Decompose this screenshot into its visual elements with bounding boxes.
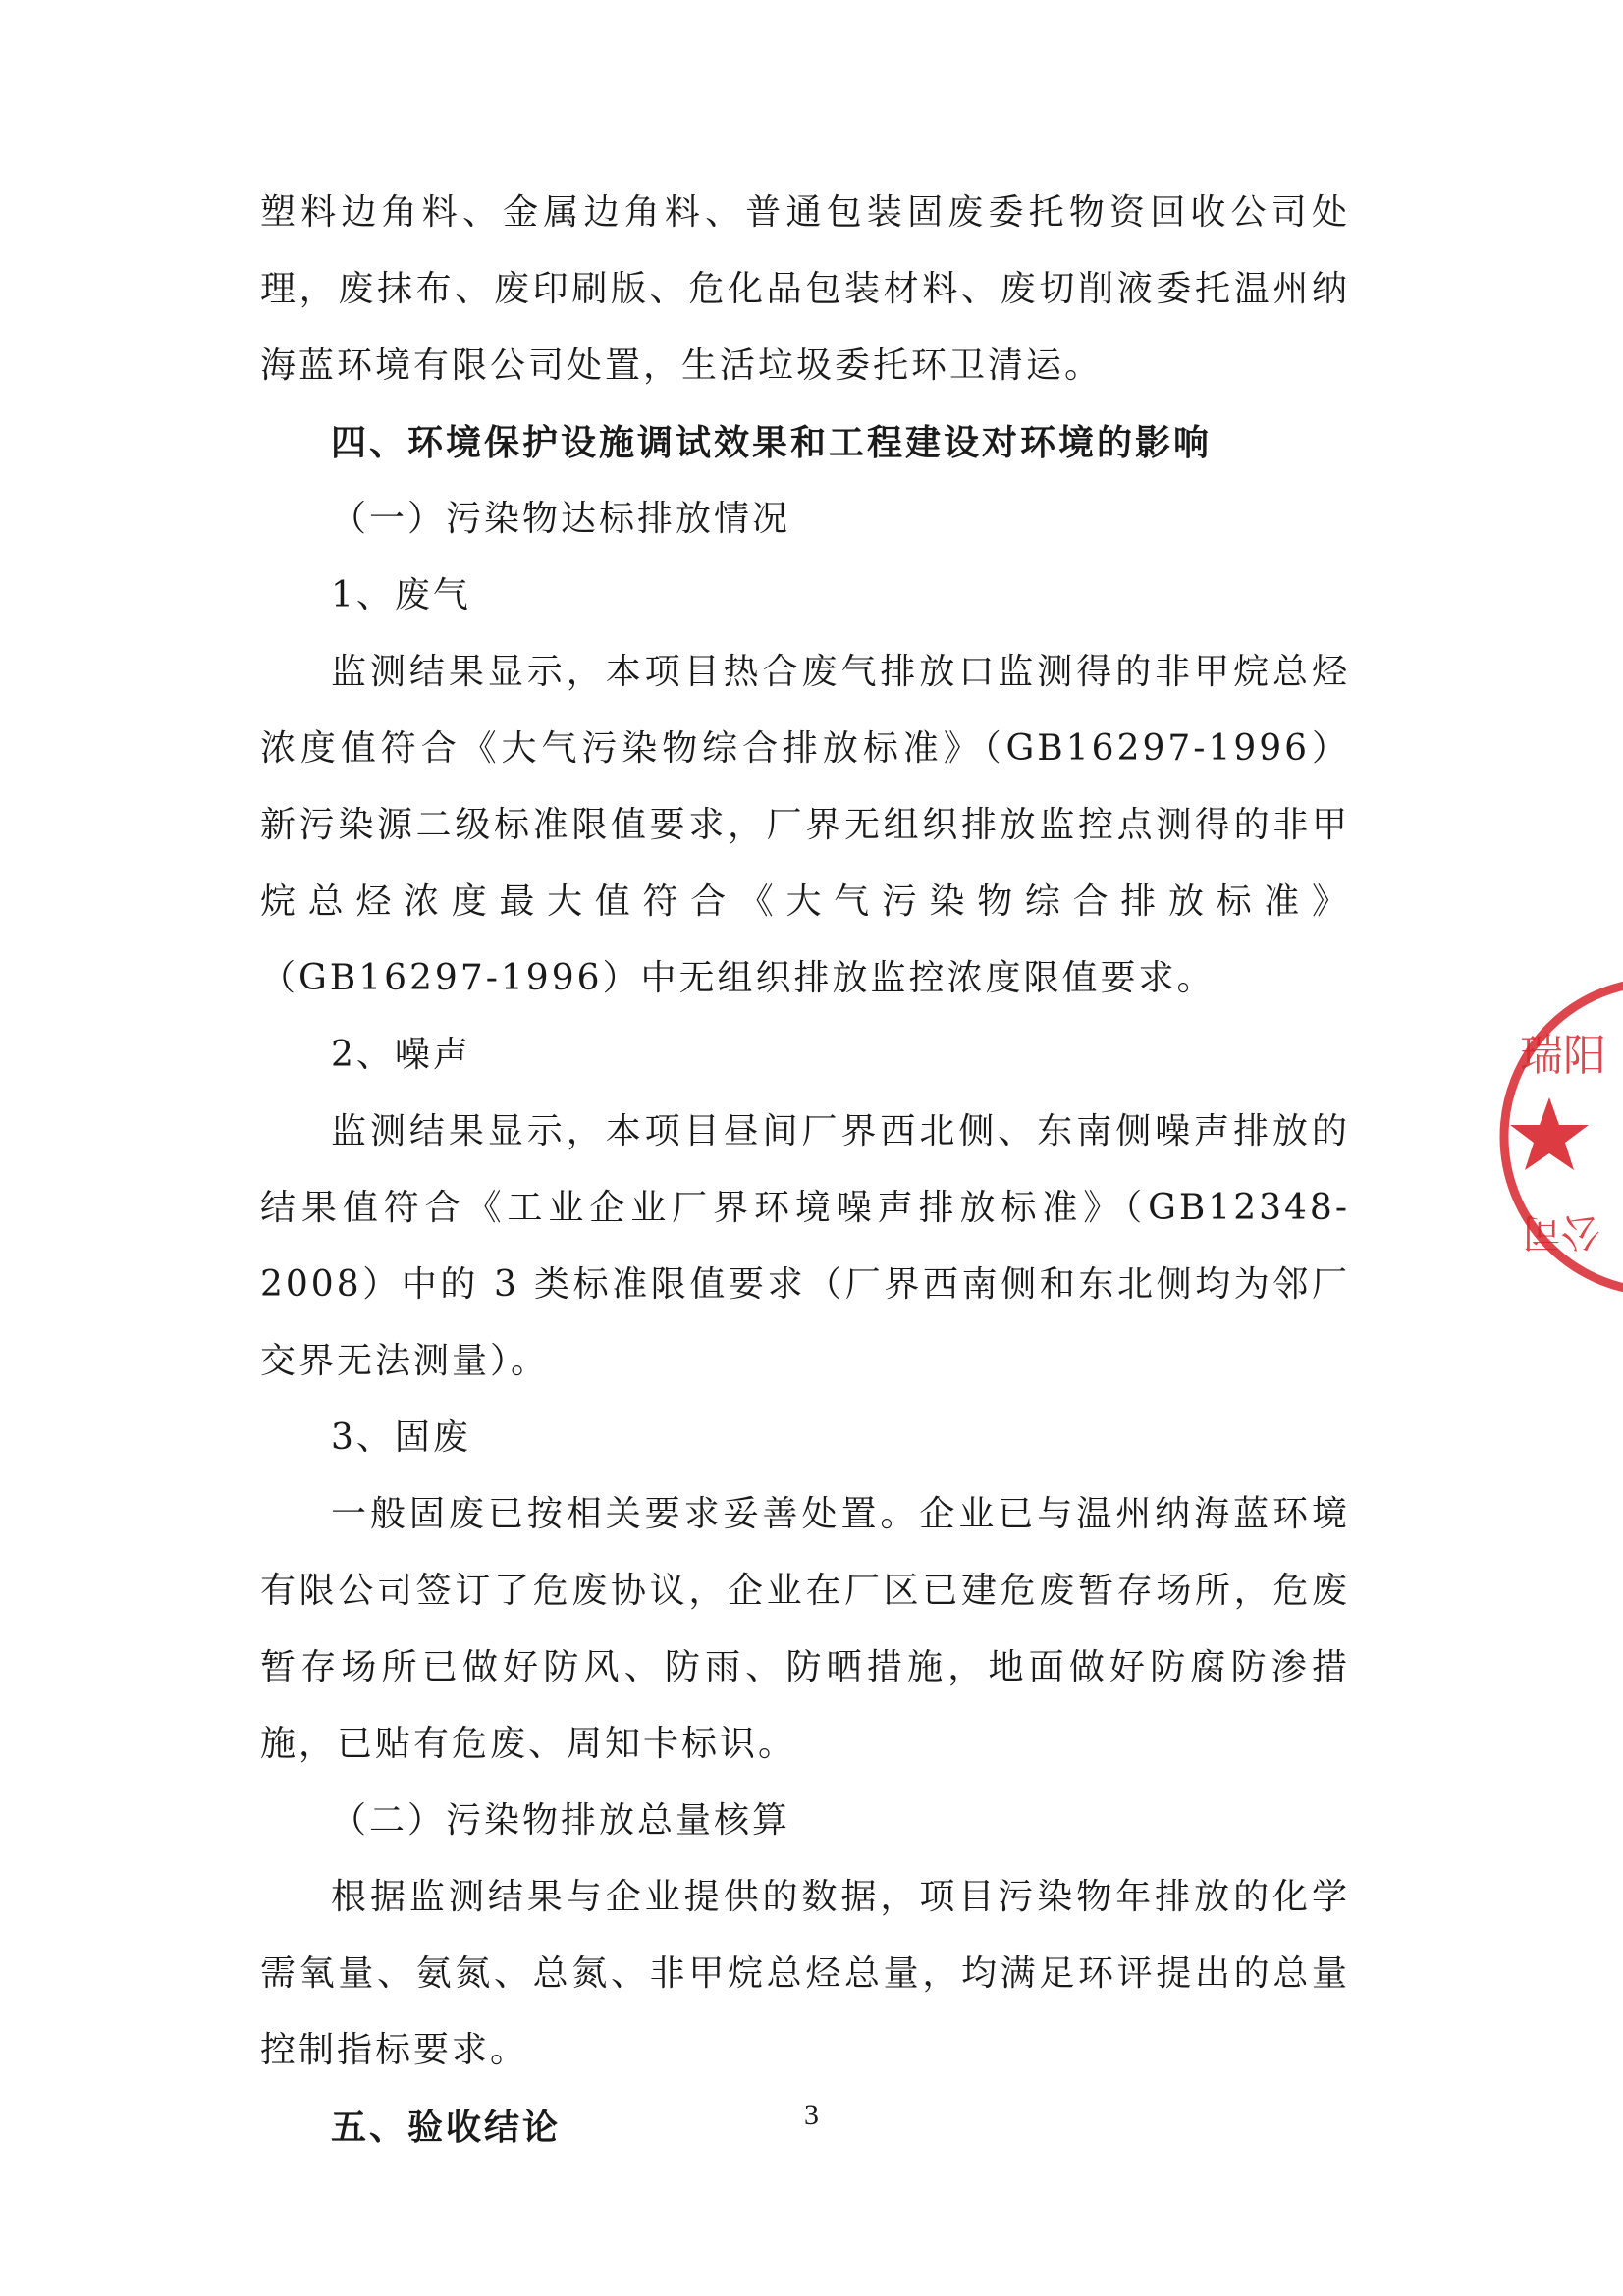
item-heading-noise: 2、噪声 — [331, 1035, 471, 1075]
svg-text:瑞阳: 瑞阳 — [1520, 1031, 1606, 1081]
item-heading-exhaust-gas: 1、废气 — [331, 575, 471, 615]
company-seal-stamp — [1492, 970, 1623, 1304]
subsection-heading-1: （一）污染物达标排放情况 — [331, 499, 791, 539]
paragraph-exhaust-gas: 监测结果显示，本项目热合废气排放口监测得的非甲烷总烃浓度值符合《大气污染物综合排放标准》（GB16297-1996）新污染源二级标准限值要求，厂界无组织排放监控点测得的非甲烷总烃浓度最大值符合《大气污染物综合排放标准》（GB16297-1996）中无组织排放监控浓度限值要求。 — [260, 652, 1350, 998]
paragraph-total-emissions: 根据监测结果与企业提供的数据，项目污染物年排放的化学需氧量、氨氮、总氮、非甲烷总烃总量，均满足环评提出的总量控制指标要求。 — [260, 1877, 1350, 2070]
section-heading-4: 四、环境保护设施调试效果和工程建设对环境的影响 — [331, 422, 1213, 463]
subsection-heading-2: （二）污染物排放总量核算 — [331, 1800, 791, 1841]
svg-text:公司: 公司 — [1522, 1209, 1600, 1255]
page-number: 3 — [804, 2099, 819, 2131]
item-heading-solid-waste: 3、固废 — [331, 1417, 471, 1458]
paragraph-solid-waste: 一般固废已按相关要求妥善处置。企业已与温州纳海蓝环境有限公司签订了危废协议，企业在厂区已建危废暂存场所，危废暂存场所已做好防风、防雨、防晒措施，地面做好防腐防渗措施，已贴有危废、周知卡标识。 — [260, 1494, 1350, 1764]
section-heading-5: 五、验收结论 — [331, 2107, 562, 2148]
paragraph-solid-waste-disposal: 塑料边角料、金属边角料、普通包装固废委托物资回收公司处理，废抹布、废印刷版、危化品包装材料、废切削液委托温州纳海蓝环境有限公司处置，生活垃圾委托环卫清运。 — [260, 192, 1350, 386]
paragraph-noise: 监测结果显示，本项目昼间厂界西北侧、东南侧噪声排放的结果值符合《工业企业厂界环境噪声排放标准》（GB12348-2008）中的 3 类标准限值要求（厂界西南侧和东北侧均为邻厂交界无法测量）。 — [260, 1111, 1350, 1381]
document-body — [260, 175, 1350, 2165]
